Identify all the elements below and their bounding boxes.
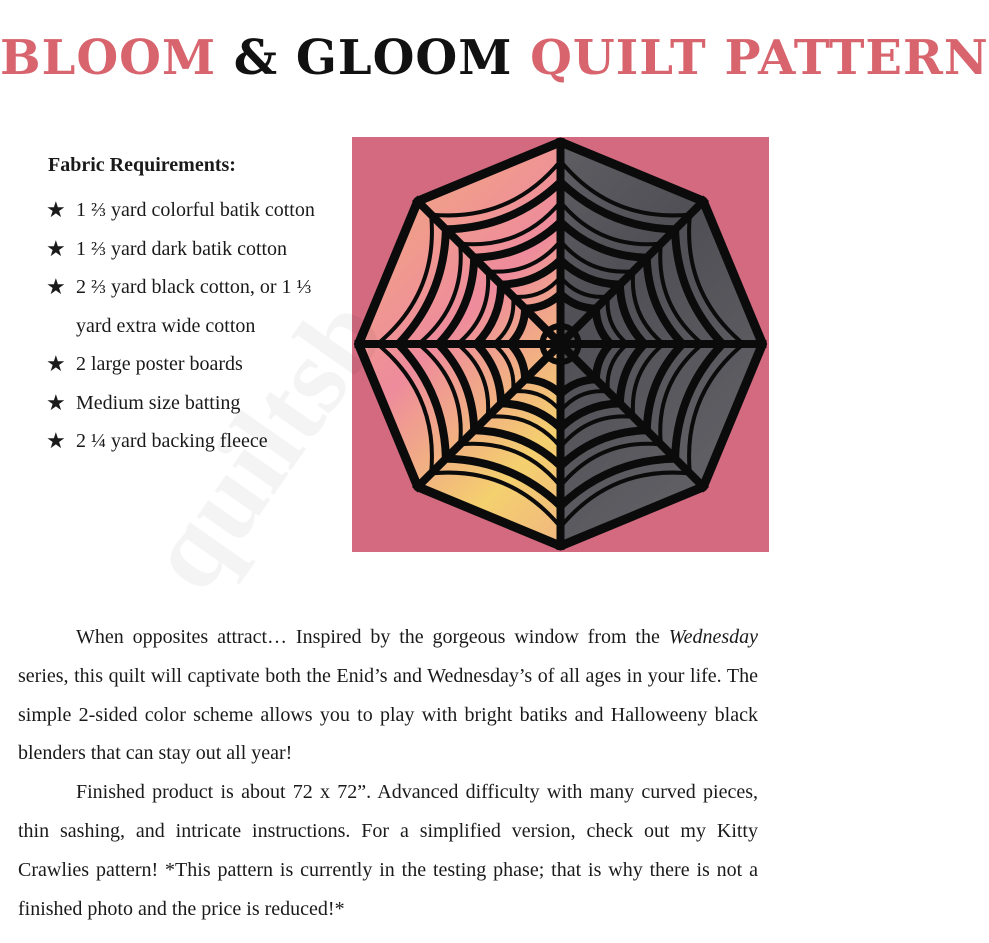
fabric-requirements-heading: Fabric Requirements:: [48, 154, 236, 176]
description: [18, 618, 758, 928]
title-ampersand: &: [233, 30, 279, 86]
requirement-text: 1 ⅔ yard dark batik cotton: [76, 237, 288, 260]
star-icon: ★: [46, 197, 66, 222]
list-item: [46, 191, 346, 230]
requirement-text: 2 ¼ yard backing fleece: [76, 430, 268, 452]
star-icon: ★: [46, 235, 66, 261]
star-icon: ★: [46, 389, 66, 415]
page-title: [0, 18, 989, 98]
spiderweb-quilt-illustration: [352, 137, 769, 552]
fabric-requirements-list: [46, 191, 346, 461]
list-item: [46, 268, 346, 345]
title-gloom: GLOOM: [295, 30, 513, 86]
title-bloom: BLOOM: [0, 30, 217, 86]
list-item: [46, 345, 346, 384]
requirement-text: Medium size batting: [76, 391, 241, 414]
list-item: [46, 230, 346, 269]
description-paragraph-1: [18, 618, 758, 773]
series-title: Wednesday: [668, 626, 758, 648]
star-icon: ★: [46, 351, 66, 376]
requirement-text: 2 ⅔ yard black cotton, or 1 ⅓ yard extra wide cotton: [76, 276, 312, 337]
title-quilt-pattern: QUILT PATTERN: [530, 30, 989, 86]
requirement-text: 1 ⅔ yard colorful batik cotton: [76, 199, 315, 221]
quilt-pattern-image: [352, 137, 769, 552]
description-paragraph-2: Finished product is about 72 x 72”. Advanced difficulty with many curved pieces, thin sashing, and intricate instructions. For a simplified version, check out my Kitty Crawlies pattern! *This pattern is currently in the testing phase; that is why there is not a finished photo and the price is reduced!*: [18, 781, 758, 920]
list-item: [46, 384, 346, 423]
description-text: series, this quilt will captivate both the Enid’s and Wednesday’s of all ages in your life. The simple 2-sided color scheme allows you to play with bright batiks and Halloweeny black blenders that can stay out all year!: [18, 664, 758, 765]
star-icon: ★: [46, 274, 66, 299]
list-item: [46, 422, 346, 461]
requirement-text: 2 large poster boards: [76, 353, 243, 375]
star-icon: ★: [46, 428, 66, 453]
description-text: When opposites attract… Inspired by the gorgeous window from the: [76, 626, 669, 648]
